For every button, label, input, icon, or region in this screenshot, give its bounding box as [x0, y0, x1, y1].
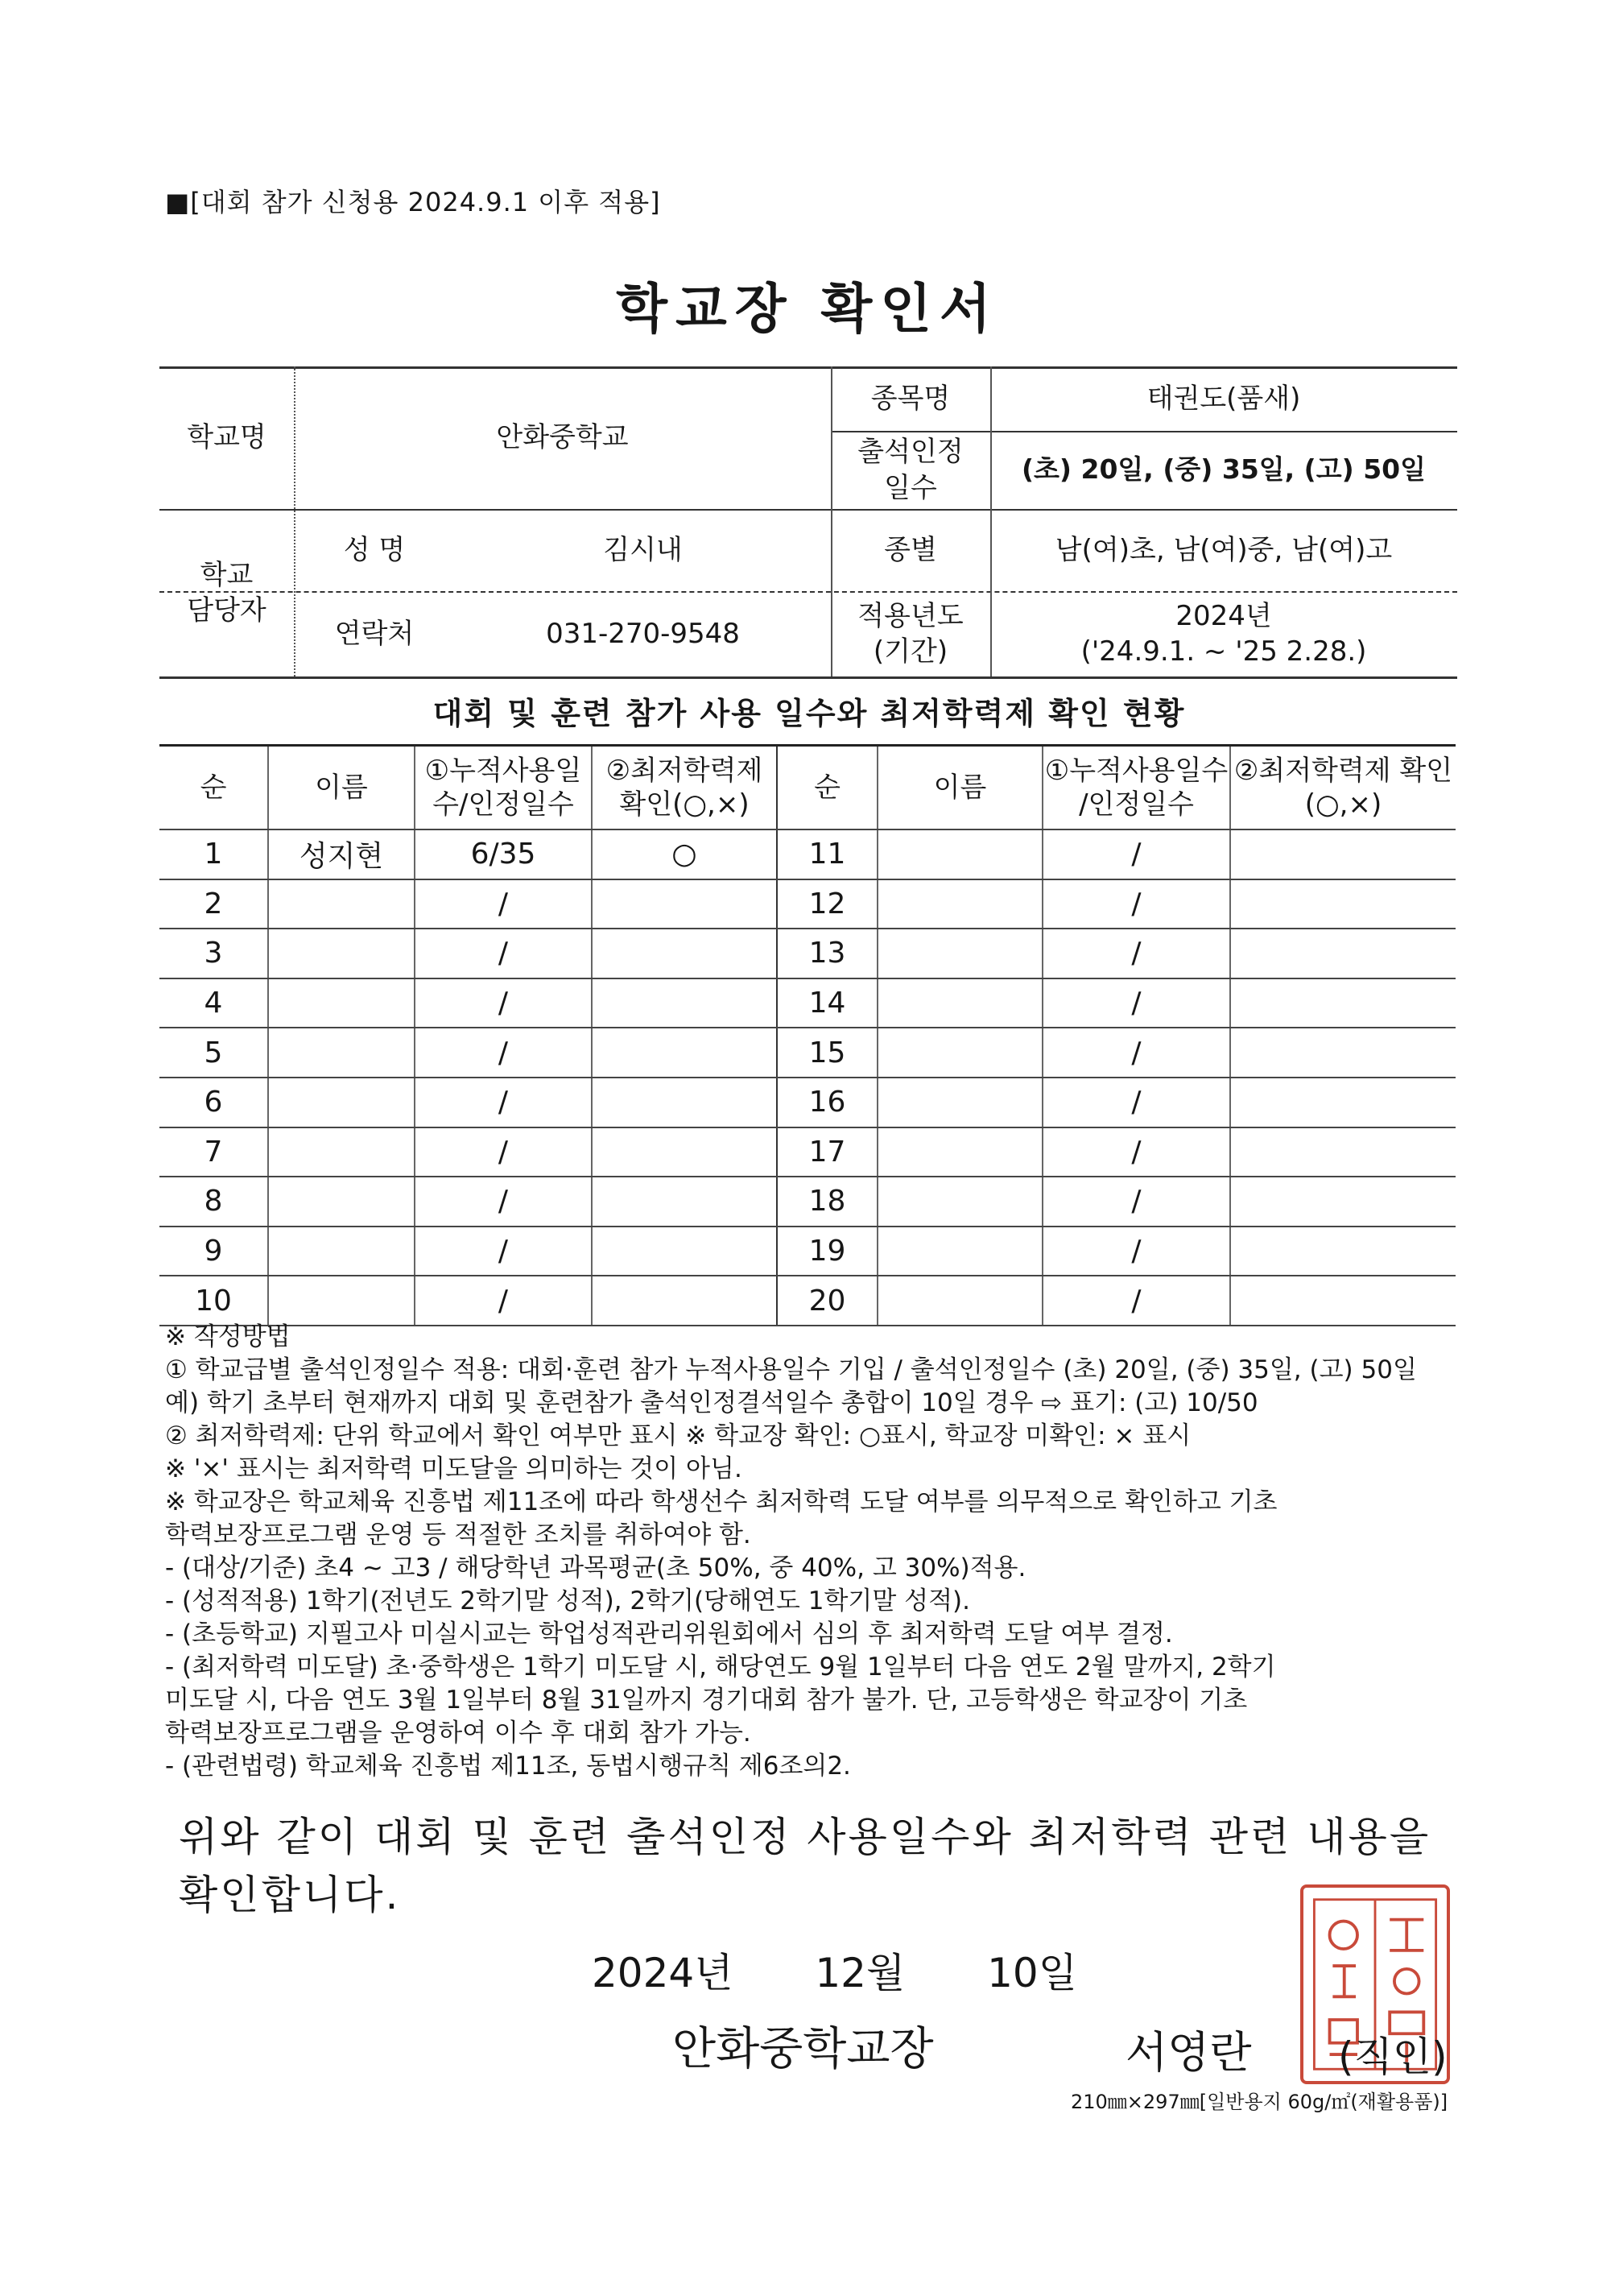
table-cell — [268, 1177, 415, 1227]
table-cell: / — [415, 879, 592, 929]
note-line: ② 최저학력제: 단위 학교에서 확인 여부만 표시 ※ 학교장 확인: ○표시, 학교장 미확인: × 표시 — [165, 1421, 1192, 1450]
period-value: ('24.9.1. ~ '25 2.28.) — [1080, 635, 1367, 668]
table-cell — [268, 879, 415, 929]
note-line: ※ 작성방법 — [165, 1322, 291, 1351]
table-cell — [878, 829, 1043, 879]
table-cell: / — [415, 1177, 592, 1227]
table-cell: / — [1043, 829, 1230, 879]
table-cell: 4 — [159, 978, 268, 1028]
usage-table — [159, 744, 1456, 1326]
table-cell — [878, 1078, 1043, 1127]
table-cell — [592, 1227, 777, 1276]
paper-spec-footer: 210㎜×297㎜[일반용지 60g/㎡(재활용품)] — [1071, 2091, 1448, 2113]
table-cell: 13 — [777, 929, 878, 978]
note-line: ※ 학교장은 학교체육 진흥법 제11조에 따라 학생선수 최저학력 도달 여부를 의무적으로 확인하고 기초 — [165, 1487, 1278, 1516]
header-cell: 순 — [159, 746, 268, 830]
table-cell: 3 — [159, 929, 268, 978]
table-header-row — [159, 746, 1456, 830]
table-cell: 18 — [777, 1177, 878, 1227]
table-cell — [268, 1227, 415, 1276]
table-cell — [878, 929, 1043, 978]
sport-value: 태권도(품새) — [1146, 382, 1301, 415]
table-row — [159, 929, 1456, 978]
table-cell: 6/35 — [415, 829, 592, 879]
table-cell — [268, 1127, 415, 1177]
table-cell: / — [415, 929, 592, 978]
table-cell — [1230, 1028, 1456, 1078]
table-cell — [592, 1028, 777, 1078]
table-row — [159, 1177, 1456, 1227]
principal-name: 서영란 — [1126, 2027, 1252, 2078]
table-row — [159, 1127, 1456, 1177]
sport-label: 종목명 — [870, 382, 951, 415]
table-cell: / — [1043, 929, 1230, 978]
table-cell — [1230, 1177, 1456, 1227]
table-cell: 16 — [777, 1078, 878, 1127]
table-cell — [1230, 929, 1456, 978]
table-row — [159, 829, 1456, 879]
table-cell: / — [1043, 1227, 1230, 1276]
contact-label: 연락처 — [334, 617, 415, 650]
table-cell: / — [1043, 1276, 1230, 1326]
table-cell: ○ — [592, 829, 777, 879]
table-cell: 14 — [777, 978, 878, 1028]
table-cell — [268, 1028, 415, 1078]
table-cell — [878, 1276, 1043, 1326]
note-line: 학력보장프로그램 운영 등 적절한 조치를 취하여야 함. — [165, 1520, 751, 1549]
table-row — [159, 879, 1456, 929]
table-cell: / — [415, 978, 592, 1028]
attendance-label: 출석인정 일수 — [857, 436, 964, 504]
table-cell — [878, 1177, 1043, 1227]
table-cell: / — [415, 1227, 592, 1276]
header-cell: ②최저학력제 확인(○,×) — [592, 746, 777, 830]
table-cell: 성지현 — [268, 829, 415, 879]
year-value: 2024년 — [1175, 599, 1272, 632]
note-line: - (초등학교) 지필고사 미실시교는 학업성적관리위원회에서 심의 후 최저학력 도달 여부 결정. — [165, 1620, 1173, 1649]
table-cell — [268, 978, 415, 1028]
signer-title: 안화중학교장 — [672, 2023, 934, 2075]
seal-label: (직인) — [1338, 2033, 1448, 2080]
table-cell — [1230, 829, 1456, 879]
date-year: 2024년 — [592, 1950, 733, 1996]
header-cell: 순 — [777, 746, 878, 830]
note-line: - (최저학력 미도달) 초·중학생은 1학기 미도달 시, 해당연도 9월 1일부터 다음 연도 2월 말까지, 2학기 — [165, 1653, 1276, 1682]
table-cell: 11 — [777, 829, 878, 879]
table-cell: / — [1043, 1177, 1230, 1227]
table-cell: 7 — [159, 1127, 268, 1177]
table-cell: 2 — [159, 879, 268, 929]
attendance-value: (초) 20일, (중) 35일, (고) 50일 — [1021, 453, 1427, 486]
table-row — [159, 1227, 1456, 1276]
note-line: 학력보장프로그램을 운영하여 이수 후 대회 참가 가능. — [165, 1719, 751, 1748]
table-cell — [878, 1127, 1043, 1177]
table-cell — [1230, 1127, 1456, 1177]
table-cell: / — [415, 1127, 592, 1177]
table-cell — [878, 1227, 1043, 1276]
table-cell: 19 — [777, 1227, 878, 1276]
table-cell — [878, 1028, 1043, 1078]
table-cell — [878, 879, 1043, 929]
table-row — [159, 1276, 1456, 1326]
info-bottom-line — [159, 676, 1457, 679]
page-title: 학교장 확인서 — [616, 278, 999, 340]
table-cell: / — [1043, 879, 1230, 929]
table-cell: 12 — [777, 879, 878, 929]
table-cell — [592, 1127, 777, 1177]
staff-label: 학교 담당자 — [187, 558, 266, 627]
header-cell: ①누적사용일수/인정일수 — [415, 746, 592, 830]
table-cell: 17 — [777, 1127, 878, 1177]
table-cell — [592, 1276, 777, 1326]
note-line: 예) 학기 초부터 현재까지 대회 및 훈련참가 출석인정결석일수 총합이 10일 경우 ⇨ 표기: (고) 10/50 — [165, 1388, 1258, 1417]
name-label: 성 명 — [343, 533, 406, 566]
table-cell — [1230, 879, 1456, 929]
gender-label: 종별 — [884, 533, 937, 566]
school-value: 안화중학교 — [496, 421, 629, 454]
note-line: 미도달 시, 다음 연도 3월 1일부터 8월 31일까지 경기대회 참가 불가. 단, 고등학생은 학교장이 기초 — [165, 1686, 1248, 1715]
table-cell — [1230, 1078, 1456, 1127]
table-cell — [592, 1177, 777, 1227]
table-cell — [1230, 1276, 1456, 1326]
contact-value: 031-270-9548 — [546, 617, 740, 650]
table-cell: 20 — [777, 1276, 878, 1326]
table-cell: / — [415, 1276, 592, 1326]
table-cell — [1230, 978, 1456, 1028]
table-cell — [592, 1078, 777, 1127]
table-cell: 8 — [159, 1177, 268, 1227]
table-cell: 6 — [159, 1078, 268, 1127]
header-cell: 이름 — [268, 746, 415, 830]
issue-date — [592, 1941, 1077, 1999]
table-cell: 9 — [159, 1227, 268, 1276]
table-cell: / — [1043, 978, 1230, 1028]
header-note: ■[대회 참가 신청용 2024.9.1 이후 적용] — [165, 187, 661, 217]
note-line: - (성적적용) 1학기(전년도 2학기말 성적), 2학기(당해연도 1학기말 성적). — [165, 1587, 970, 1615]
table-row — [159, 978, 1456, 1028]
header-cell: ②최저학력제 확인(○,×) — [1230, 746, 1456, 830]
date-day: 10일 — [987, 1950, 1078, 1996]
year-label: 적용년도 (기간) — [857, 599, 964, 668]
header-cell: 이름 — [878, 746, 1043, 830]
name-value: 김시내 — [603, 533, 683, 566]
note-line: ※ '×' 표시는 최저학력 미도달을 의미하는 것이 아님. — [165, 1454, 742, 1483]
table-cell — [1230, 1227, 1456, 1276]
table-cell — [592, 929, 777, 978]
table-cell — [268, 929, 415, 978]
table-cell — [592, 879, 777, 929]
writing-instructions — [165, 1321, 1461, 1783]
table-cell — [268, 1276, 415, 1326]
table-cell: 5 — [159, 1028, 268, 1078]
note-line: - (관련법령) 학교체육 진흥법 제11조, 동법시행규칙 제6조의2. — [165, 1752, 851, 1781]
table-cell: / — [415, 1078, 592, 1127]
table-row — [159, 1078, 1456, 1127]
school-label: 학교명 — [187, 421, 266, 454]
header-cell: ①누적사용일수 /인정일수 — [1043, 746, 1230, 830]
date-month: 12월 — [815, 1950, 906, 1996]
table-cell: / — [1043, 1078, 1230, 1127]
note-line: ① 학교급별 출석인정일수 적용: 대회·훈련 참가 누적사용일수 기입 / 출석인정일수 (초) 20일, (중) 35일, (고) 50일 — [165, 1355, 1417, 1384]
table-cell: / — [1043, 1127, 1230, 1177]
gender-value: 남(여)초, 남(여)중, 남(여)고 — [1055, 533, 1393, 566]
table-cell: / — [1043, 1028, 1230, 1078]
table-cell: 10 — [159, 1276, 268, 1326]
table-cell: / — [415, 1028, 592, 1078]
table-cell — [592, 978, 777, 1028]
section-title: 대회 및 훈련 참가 사용 일수와 최저학력제 확인 현황 — [432, 696, 1186, 731]
confirm-statement: 위와 같이 대회 및 훈련 출석인정 사용일수와 최저학력 관련 내용을 확인합니다. — [179, 1814, 1431, 1918]
year-cell — [990, 591, 1457, 676]
table-cell — [268, 1078, 415, 1127]
table-cell: 1 — [159, 829, 268, 879]
note-line: - (대상/기준) 초4 ~ 고3 / 해당학년 과목평균(초 50%, 중 40%, 고 30%)적용. — [165, 1553, 1026, 1582]
table-cell — [878, 978, 1043, 1028]
table-row — [159, 1028, 1456, 1078]
table-cell: 15 — [777, 1028, 878, 1078]
